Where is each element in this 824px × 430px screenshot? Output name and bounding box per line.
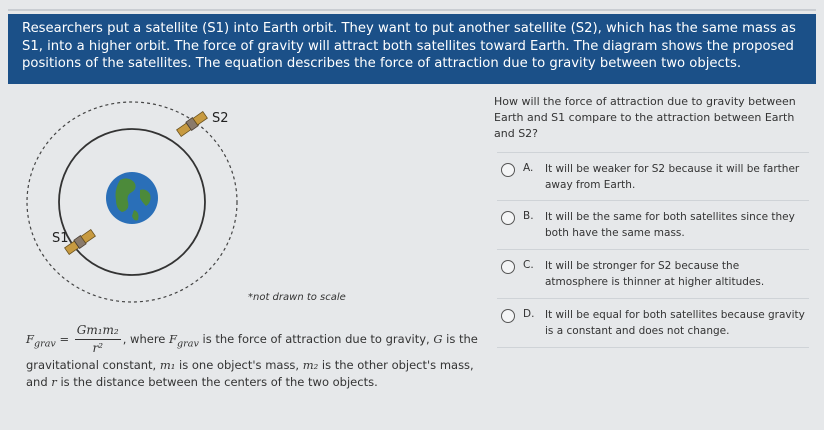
eq-fraction [75,322,121,357]
choice-b-text: It will be the same for both satellites since they both have the same mass. [545,211,795,239]
eq-lhs: $F_{grav}$ [26,332,56,350]
choice-a[interactable] [497,152,809,201]
eq-denominator: r² [92,341,104,355]
gravity-equation: $F_{grav}$ = $\frac{\text{Gm₁m₂}}{\text{r²}}$ , where $F_{grav}$ is the force of attraction due to gravity, G is the gravitational constant, m₁ is one object's mass, m₂ is the other object's mass, and r is the distance between the centers of the two objects. [26,323,478,389]
s2-label: S2 [212,111,229,126]
top-divider [8,9,816,11]
intro-text: Researchers put a satellite (S1) into Earth orbit. They want to put another satellite (S2), which has the same mass as S1, into a higher orbit. The force of gravity will attract both satellites toward Earth. The diagram shows the proposed positions of the satellites. The equation describes the force of attraction due to gravity between two objects. [22,21,796,71]
radio-a[interactable] [501,163,515,177]
satellite-s2-icon [176,111,208,138]
intro-banner [8,14,816,84]
question-text: How will the force of attraction due to gravity between Earth and S1 compare to the attraction between Earth and S2? [494,95,796,140]
choice-a-letter: A. [523,162,534,174]
choice-c-letter: C. [523,259,534,271]
choice-d-text: It will be equal for both satellites because gravity is a constant and does not change. [545,309,805,337]
orbit-diagram [22,92,342,312]
radio-c[interactable] [501,260,515,274]
choice-d[interactable] [497,299,809,348]
satellite-s1-icon [64,229,96,256]
choice-b-letter: B. [523,210,534,222]
earth-icon [106,172,158,224]
radio-b[interactable] [501,211,515,225]
choice-c-text: It will be stronger for S2 because the atmosphere is thinner at higher altitudes. [545,260,765,288]
choice-d-letter: D. [523,308,535,320]
answer-choices [497,152,809,348]
radio-d[interactable] [501,309,515,323]
s1-label: S1 [52,231,69,246]
choice-b[interactable] [497,201,809,250]
eq-numerator: Gm₁m₂ [75,322,121,340]
scale-note: *not drawn to scale [248,292,346,303]
choice-c[interactable] [497,250,809,299]
choice-a-text: It will be weaker for S2 because it will be farther away from Earth. [545,163,800,191]
